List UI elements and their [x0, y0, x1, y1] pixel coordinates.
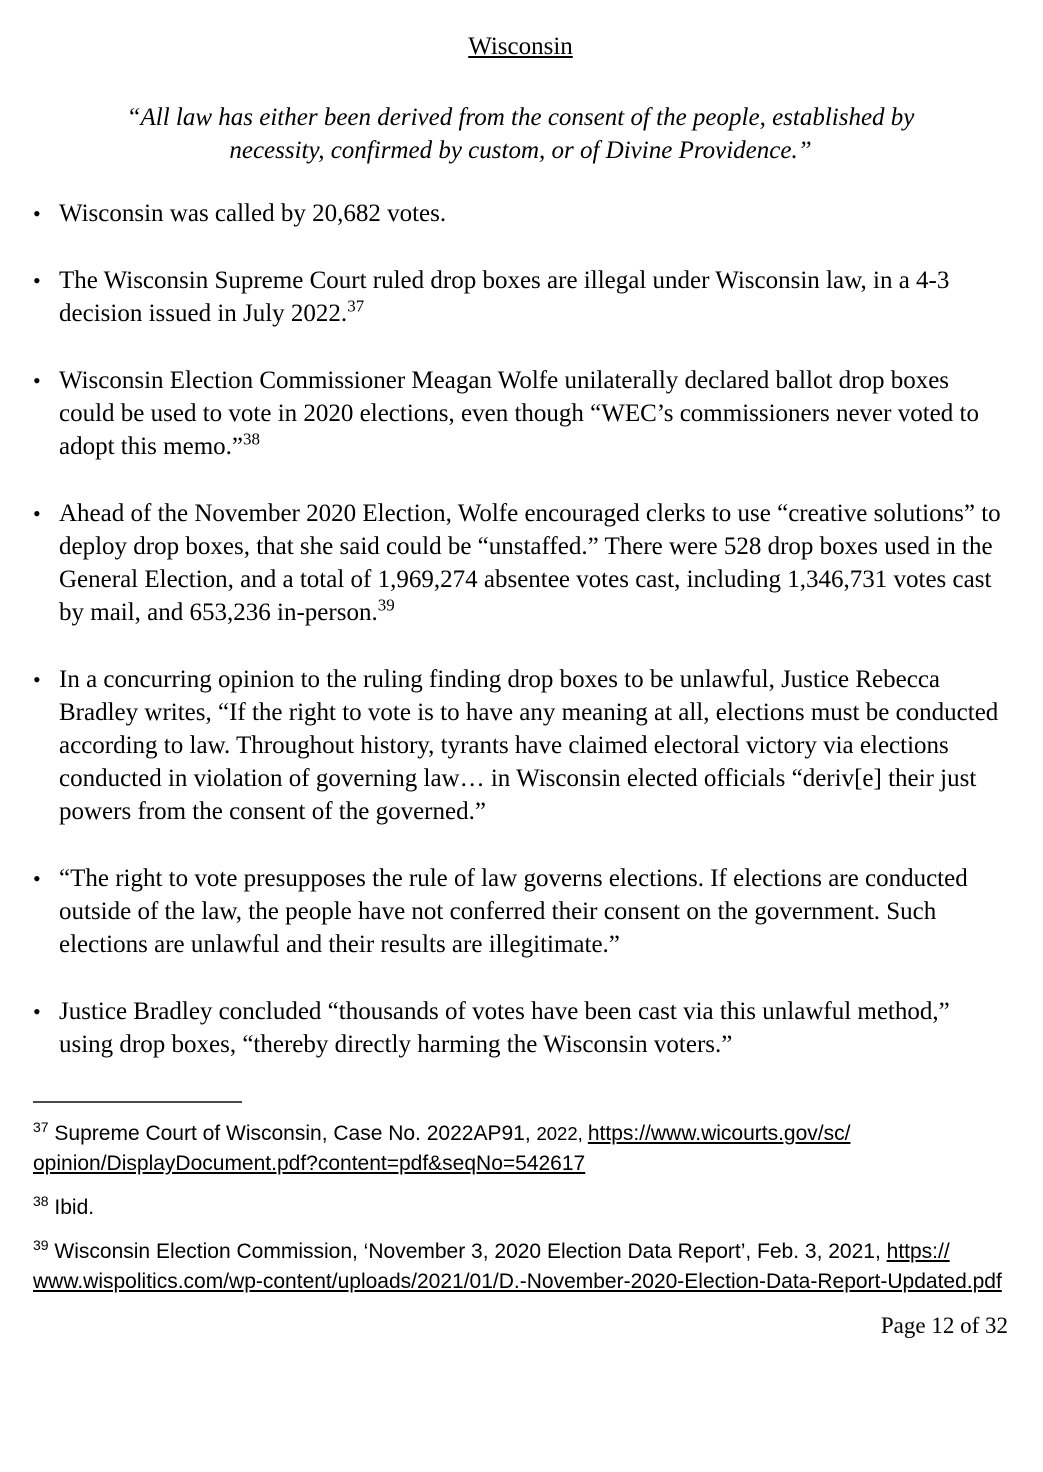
footnote-text: Wisconsin Election Commission, ‘November 3, 2020 Election Data Report’, Feb. 3, 2021, [54, 1240, 887, 1263]
bullet-list [33, 197, 1008, 1061]
footnote-39-link[interactable]: https://​www.wispolitics.com/wp-content/uploads/2021/01/D.-November-2020-Election-Data-Report-​Updated.pdf [33, 1240, 1002, 1293]
bullet-text: Wisconsin was called by 20,682 votes. [59, 200, 447, 227]
footnote-number: 38 [33, 1193, 49, 1209]
page-number: Page 12 of 32 [880, 1313, 1008, 1338]
bullet-marker: • [33, 201, 41, 226]
bullet-text: Ahead of the November 2020 Election, Wolfe encouraged clerks to use “creative solutions” to deploy drop boxes, that she said could be “unstaffed.” There were 528 drop boxes used in the General Election, and a total of 1,969,274 absentee votes cast, including 1,346,731 votes cast by mail, and 653,236 in-person.$^{39}$ [59, 500, 1001, 626]
footnote-ref-39: 39 [377, 595, 395, 615]
bullet-item-drop-box-stats [33, 497, 1008, 629]
footnote-37-link[interactable]: https://www.wicourts.gov/sc/​opinion/DisplayDocument.pdf?content=pdf&seqNo=542617 [33, 1122, 851, 1175]
bullet-item-wolfe-memo [33, 364, 1008, 463]
bullet-marker: • [33, 667, 41, 692]
footnote-text: Ibid. [54, 1196, 95, 1219]
footnote-number: 37 [33, 1119, 49, 1135]
footnote-number: 39 [33, 1237, 49, 1253]
footnote-37 [33, 1119, 1008, 1179]
epigraph-quote-line2: necessity, confirmed by custom, or of Divine Providence.” [229, 137, 812, 164]
footnote-text: Supreme Court of Wisconsin, Case No. 2022AP91, [54, 1122, 537, 1145]
bullet-text: Justice Bradley concluded “thousands of votes have been cast via this unlawful method,” using drop boxes, “thereby directly harming the Wisconsin voters.” [59, 998, 950, 1058]
epigraph-quote-line1: “All law has either been derived from the consent of the people, established by [126, 104, 915, 131]
bullet-text: “The right to vote presupposes the rule of law governs elections. If elections are conducted outside of the law, the people have not conferred their consent on the government. Such elections are unlawful and their results are illegitimate.” [59, 865, 968, 958]
bullet-item-bradley-concurrence [33, 663, 1008, 828]
bullet-text: The Wisconsin Supreme Court ruled drop boxes are illegal under Wisconsin law, in a 4-3 decision issued in July 2022.37 [59, 267, 950, 327]
footnote-text-year: 2022, [536, 1123, 588, 1144]
footnote-ref-38: 38 [243, 429, 260, 449]
footnote-ref-37: 37 [347, 296, 365, 316]
bullet-text: In a concurring opinion to the ruling finding drop boxes to be unlawful, Justice Rebecca Bradley writes, “If the right to vote is to have any meaning at all, elections must be conducted according to law. Throughout history, tyrants have claimed electoral victory via elections conducted in violation of governing law… in Wisconsin elected officials “deriv[e] their just powers from the consent of the governed.” [59, 666, 999, 825]
bullet-marker: • [33, 501, 41, 526]
bullet-marker: • [33, 368, 41, 393]
bullet-marker: • [33, 999, 41, 1024]
bullet-item-bradley-conclusion [33, 995, 1008, 1061]
bullet-text: Wisconsin Election Commissioner Meagan Wolfe unilaterally declared ballot drop boxes could be used to vote in 2020 elections, even though “WEC’s commissioners never voted to adopt this memo.”$^{38}$ [59, 367, 979, 460]
bullet-item-votes-margin [33, 197, 1008, 230]
epigraph-quote [33, 101, 1008, 167]
footnote-39 [33, 1237, 1008, 1297]
bullet-item-rule-of-law-quote [33, 862, 1008, 961]
footnote-38 [33, 1193, 1008, 1223]
bullet-marker: • [33, 268, 41, 293]
bullet-item-supreme-court-ruling [33, 264, 1008, 330]
page-title: Wisconsin [468, 33, 573, 60]
bullet-marker: • [33, 866, 41, 891]
footnote-divider [33, 1101, 242, 1103]
